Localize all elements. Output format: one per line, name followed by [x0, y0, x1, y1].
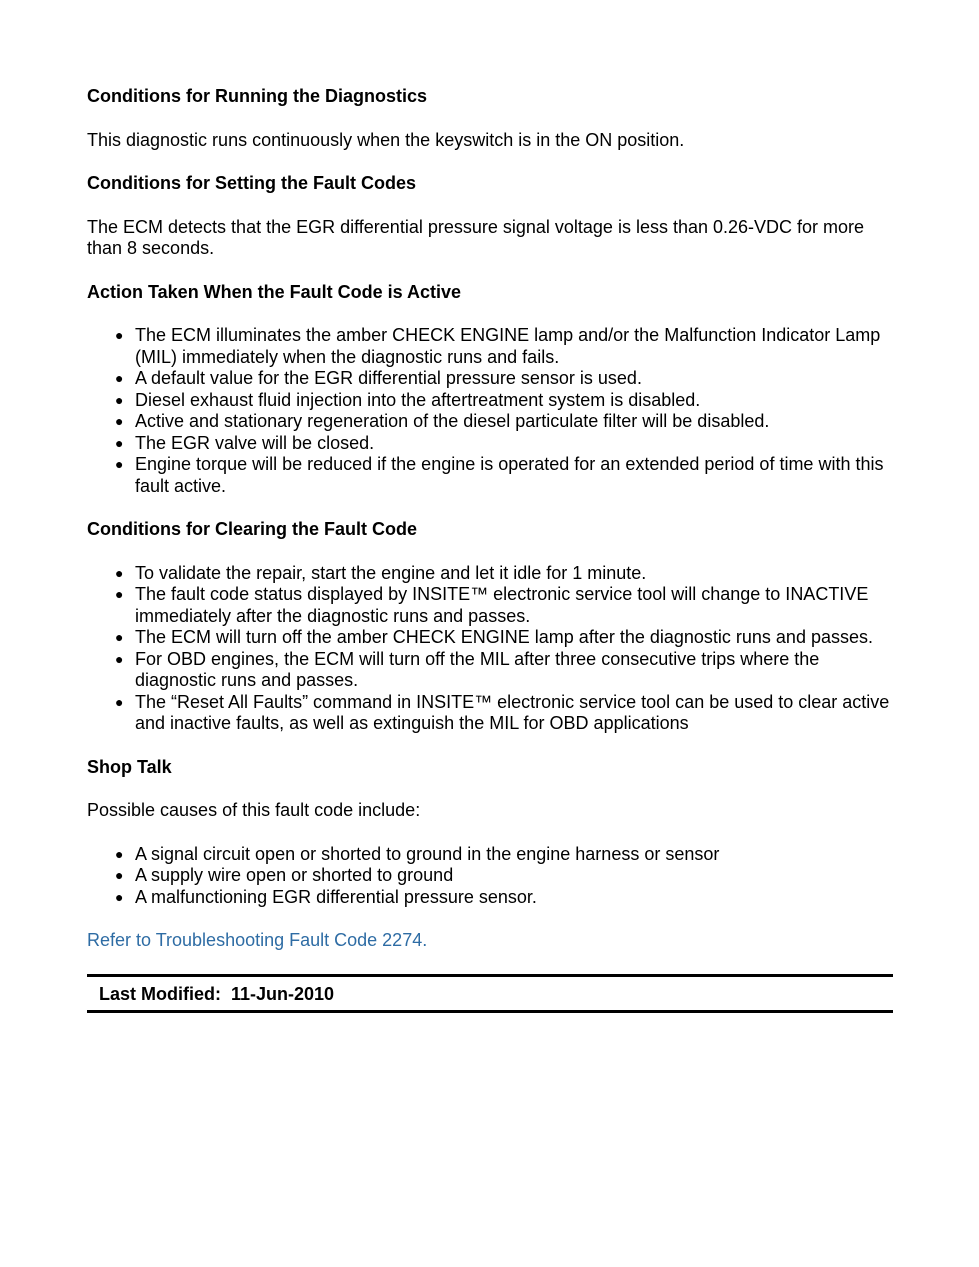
- troubleshooting-link[interactable]: Refer to Troubleshooting Fault Code 2274.: [87, 930, 428, 950]
- list-item-text: A signal circuit open or shorted to ground in the engine harness or sensor: [135, 843, 720, 864]
- bullet-icon: ●: [115, 867, 124, 883]
- bullet-icon: ●: [115, 845, 124, 862]
- bullet-icon: ●: [115, 693, 124, 710]
- bullet-icon: ●: [115, 391, 124, 408]
- action-list: [87, 325, 893, 497]
- running-text: This diagnostic runs continuously when the keyswitch is in the ON position.: [87, 129, 685, 150]
- list-item: [115, 843, 893, 866]
- list-item: [115, 562, 893, 585]
- bullet-icon: ●: [115, 413, 124, 429]
- clearing-list: [87, 563, 893, 735]
- list-item-text: A default value for the EGR differential pressure sensor is used.: [135, 368, 642, 388]
- list-item-text: The ECM illuminates the amber CHECK ENGINE lamp and/or the Malfunction Indicator Lamp (MIL) immediately when the diagnostic runs and fails.: [135, 325, 881, 367]
- shop-talk-text: Possible causes of this fault code include:: [87, 800, 421, 820]
- setting-heading: Conditions for Setting the Fault Codes: [87, 173, 416, 193]
- list-item: [115, 886, 893, 909]
- list-item: [115, 389, 893, 412]
- list-item-text: Active and stationary regeneration of the diesel particulate filter will be disabled.: [135, 411, 770, 431]
- list-item: [115, 411, 893, 433]
- shop-talk-list: [87, 844, 893, 909]
- bullet-icon: ●: [115, 564, 124, 581]
- list-item: [115, 865, 893, 887]
- clearing-heading: Conditions for Clearing the Fault Code: [87, 519, 417, 539]
- list-item: [115, 325, 893, 368]
- shop-talk-heading: Shop Talk: [87, 756, 172, 777]
- list-item-text: The EGR valve will be closed.: [135, 432, 375, 453]
- list-item: [115, 627, 893, 649]
- bullet-icon: ●: [115, 434, 124, 451]
- bullet-icon: ●: [115, 650, 124, 667]
- bullet-icon: ●: [115, 586, 124, 602]
- bullet-icon: ●: [115, 456, 124, 472]
- list-item: [115, 691, 893, 735]
- list-item-text: The “Reset All Faults” command in INSITE™ electronic service tool can be used to clear active and inactive faults, as well as extinguish the MIL for OBD applications: [135, 691, 890, 733]
- list-item: [115, 584, 893, 627]
- list-item-text: A malfunctioning EGR differential pressure sensor.: [135, 886, 537, 907]
- list-item-text: For OBD engines, the ECM will turn off the MIL after three consecutive trips where the diagnostic runs and passes.: [135, 648, 820, 690]
- last-modified-date: 11-Jun-2010: [231, 983, 335, 1004]
- list-item-text: The fault code status displayed by INSITE™ electronic service tool will change to INACTIVE immediately after the diagnostic runs and passes.: [135, 584, 869, 626]
- list-item: [115, 648, 893, 692]
- list-item-text: The ECM will turn off the amber CHECK ENGINE lamp after the diagnostic runs and passes.: [135, 627, 873, 647]
- list-item-text: A supply wire open or shorted to ground: [135, 865, 454, 885]
- running-heading: Conditions for Running the Diagnostics: [87, 86, 427, 106]
- bullet-icon: ●: [115, 327, 124, 343]
- list-item-text: To validate the repair, start the engine and let it idle for 1 minute.: [135, 562, 647, 583]
- list-item-text: Diesel exhaust fluid injection into the aftertreatment system is disabled.: [135, 389, 701, 410]
- list-item: [115, 432, 893, 455]
- list-item-text: Engine torque will be reduced if the engine is operated for an extended period of time with this fault active.: [135, 454, 884, 496]
- action-heading: Action Taken When the Fault Code is Active: [87, 281, 462, 302]
- bullet-icon: ●: [115, 888, 124, 905]
- document-body: [87, 86, 893, 1013]
- list-item: [115, 454, 893, 497]
- last-modified-label: Last Modified:: [99, 983, 221, 1004]
- list-item: [115, 368, 893, 390]
- bullet-icon: ●: [115, 370, 124, 386]
- bullet-icon: ●: [115, 629, 124, 645]
- last-modified-footer: [87, 974, 893, 1014]
- setting-text: The ECM detects that the EGR differential pressure signal voltage is less than 0.26-VDC for more than 8 seconds.: [87, 216, 865, 258]
